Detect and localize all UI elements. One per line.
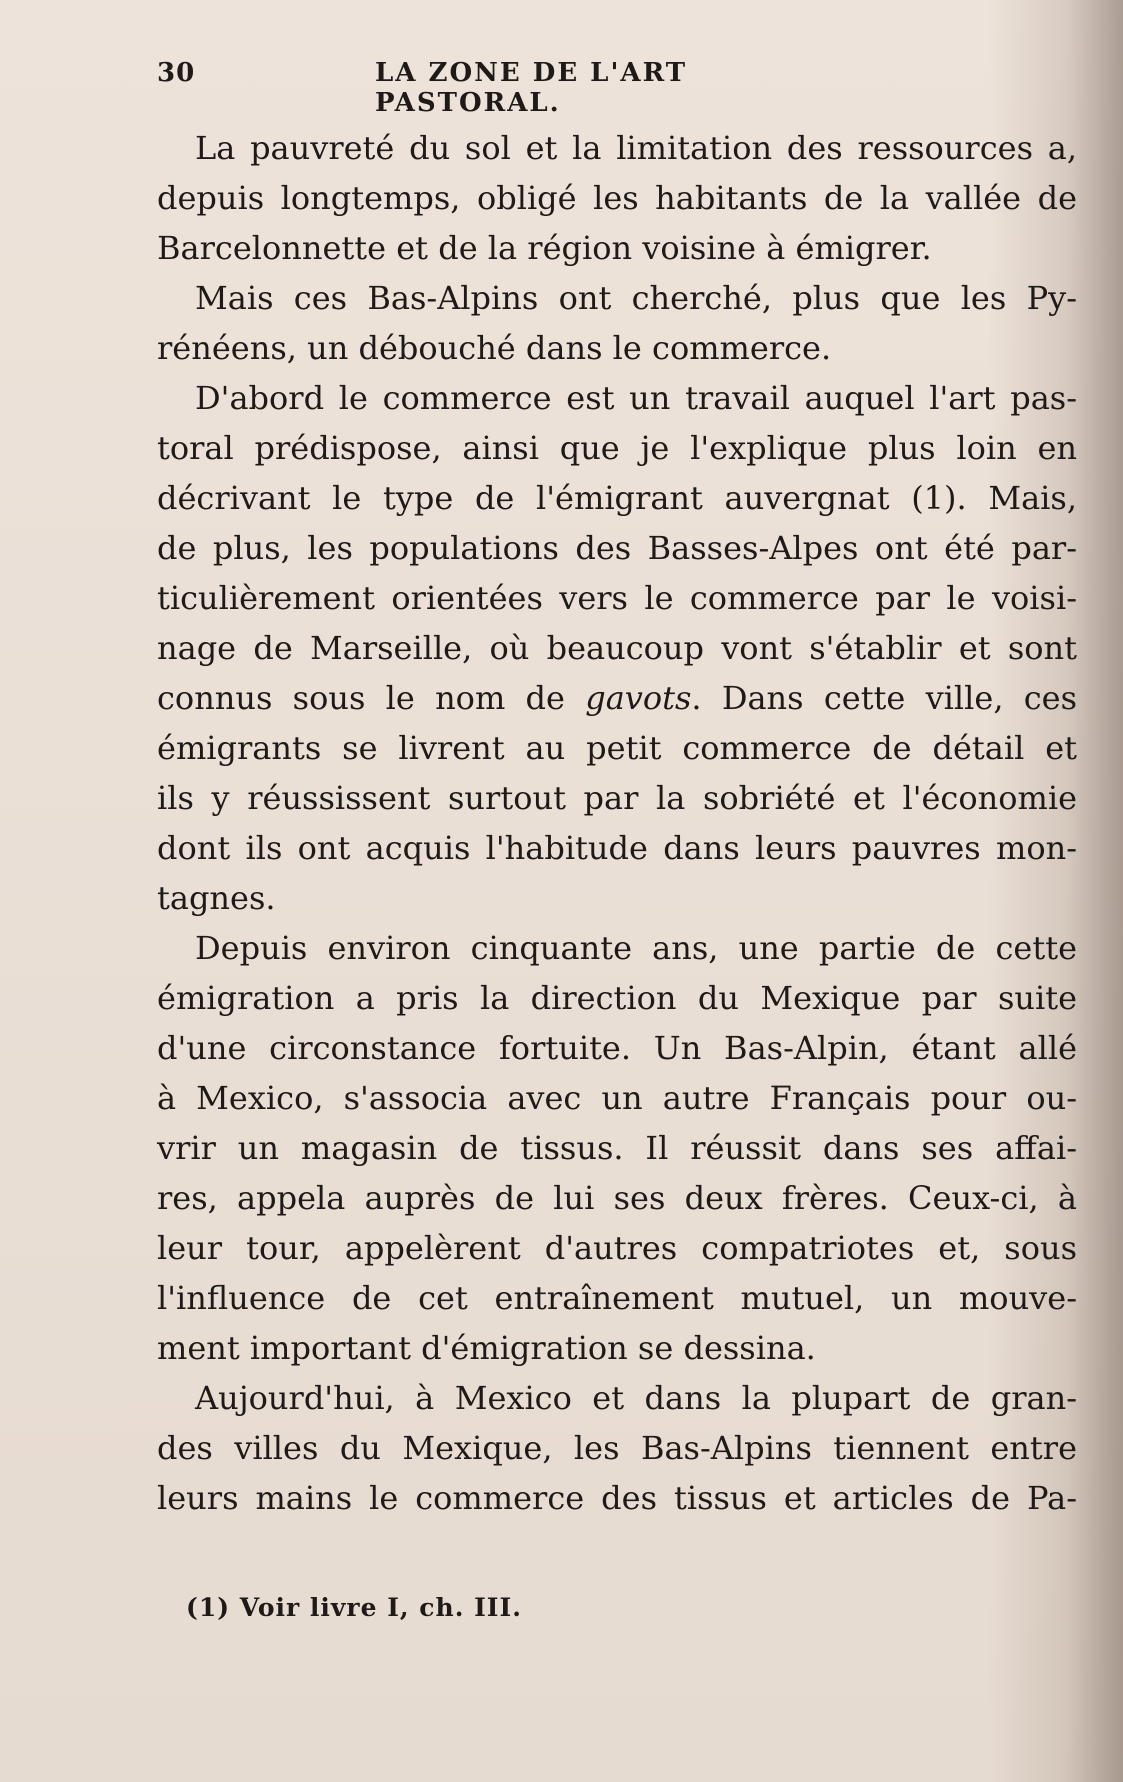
text-line: depuis longtemps, obligé les habitants de la vallée de — [157, 179, 1077, 217]
text-line: à Mexico, s'associa avec un autre Français pour ou- — [157, 1079, 1077, 1117]
text-line: Barcelonnette et de la région voisine à émigrer. — [157, 229, 932, 267]
text-line: Mais ces Bas-Alpins ont cherché, plus que les Py- — [195, 279, 1077, 317]
text-line: ils y réussissent surtout par la sobriété et l'économie — [157, 779, 1077, 817]
text-line: leurs mains le commerce des tissus et articles de Pa- — [157, 1479, 1077, 1517]
italic-term: gavots — [585, 679, 692, 717]
text-line: ticulièrement orientées vers le commerce par le voisi- — [157, 579, 1077, 617]
text-line: Aujourd'hui, à Mexico et dans la plupart de gran- — [195, 1379, 1077, 1417]
text-line: leur tour, appelèrent d'autres compatriotes et, sous — [157, 1229, 1077, 1267]
text-line: émigrants se livrent au petit commerce de détail et — [157, 729, 1077, 767]
text-line: émigration a pris la direction du Mexique par suite — [157, 979, 1077, 1017]
text-line: l'influence de cet entraînement mutuel, un mouve- — [157, 1279, 1077, 1317]
running-head: LA ZONE DE L'ART PASTORAL. — [375, 58, 688, 118]
text-segment: . Dans cette ville, ces — [691, 679, 1078, 717]
text-line: res, appela auprès de lui ses deux frères. Ceux-ci, à — [157, 1179, 1077, 1217]
text-line: vrir un magasin de tissus. Il réussit dans ses affai- — [157, 1129, 1077, 1167]
text-line: décrivant le type de l'émigrant auvergnat (1). Mais, — [157, 479, 1077, 517]
footnote: (1) Voir livre I, ch. III. — [186, 1593, 522, 1622]
text-line: La pauvreté du sol et la limitation des ressources a, — [195, 129, 1077, 167]
text-line: des villes du Mexique, les Bas-Alpins tiennent entre — [157, 1429, 1077, 1467]
text-line: d'une circonstance fortuite. Un Bas-Alpin, étant allé — [157, 1029, 1077, 1067]
text-line: dont ils ont acquis l'habitude dans leurs pauvres mon- — [157, 829, 1077, 867]
text-line: nage de Marseille, où beaucoup vont s'établir et sont — [157, 629, 1077, 667]
text-line-mixed — [157, 673, 1077, 723]
page-header — [157, 58, 859, 118]
body-text — [157, 123, 1077, 1523]
text-line: ment important d'émigration se dessina. — [157, 1329, 816, 1367]
text-segment: connus sous le nom de — [157, 679, 565, 717]
text-line: toral prédispose, ainsi que je l'explique plus loin en — [157, 429, 1077, 467]
text-line: rénéens, un débouché dans le commerce. — [157, 329, 832, 367]
page-number: 30 — [157, 58, 196, 88]
text-line: de plus, les populations des Basses-Alpes ont été par- — [157, 529, 1077, 567]
text-line: D'abord le commerce est un travail auquel l'art pas- — [195, 379, 1077, 417]
text-line: tagnes. — [157, 879, 276, 917]
text-line: Depuis environ cinquante ans, une partie de cette — [195, 929, 1077, 967]
